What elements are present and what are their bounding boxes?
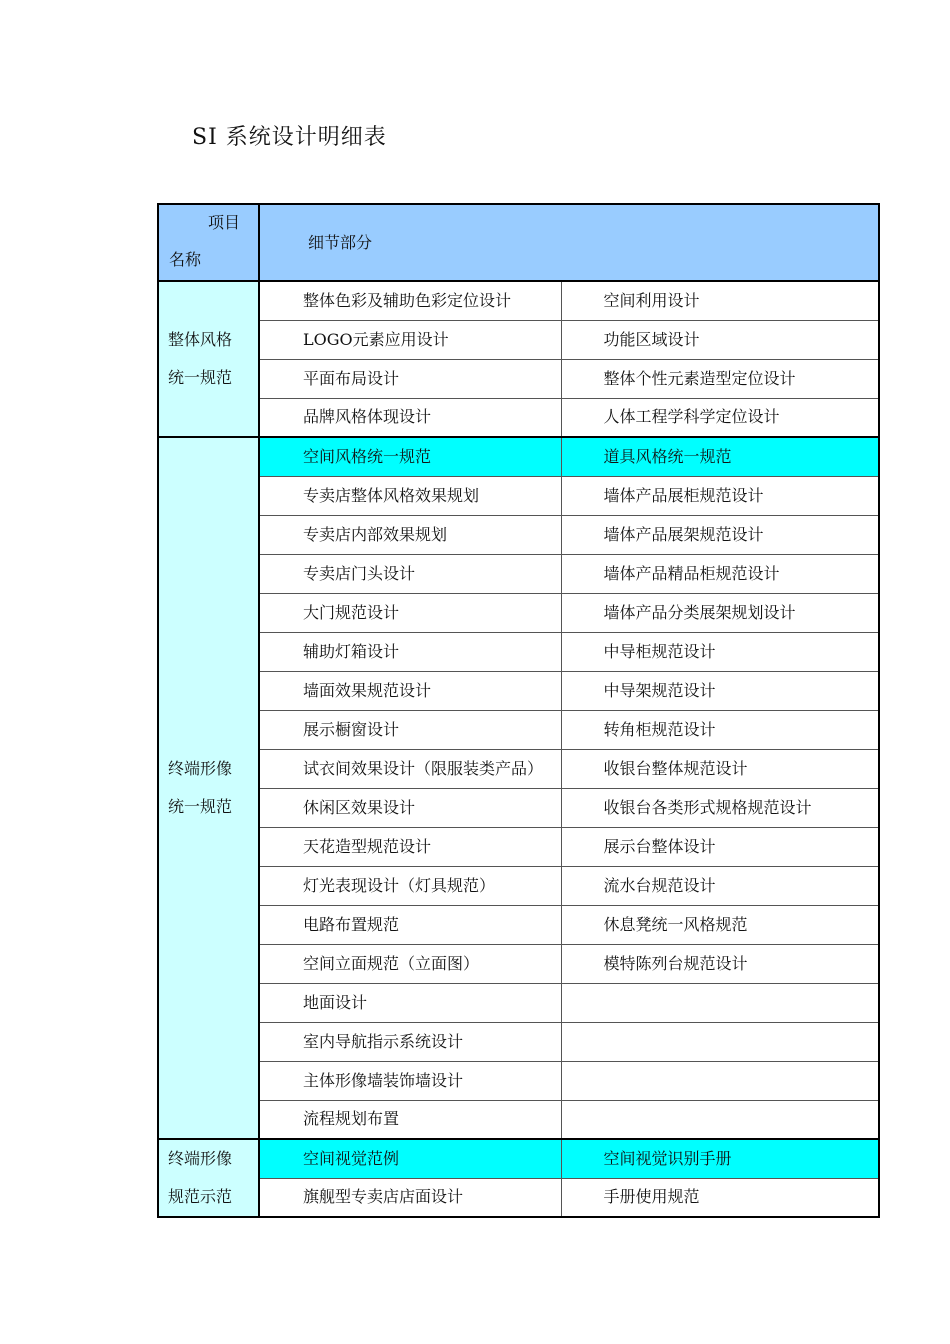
detail-item-right: 流水台规范设计 [561, 866, 879, 905]
table-row [158, 944, 879, 983]
category-label: 终端形像 [168, 1149, 233, 1168]
table-row [158, 359, 879, 398]
detail-item-right: 中导架规范设计 [561, 671, 879, 710]
table-row [158, 593, 879, 632]
category-label: 统一规范 [168, 797, 233, 816]
detail-item-right: 收银台各类形式规格规范设计 [561, 788, 879, 827]
table-row [158, 1022, 879, 1061]
category-label: 整体风格 [168, 330, 233, 349]
detail-item-right [561, 1100, 879, 1139]
detail-item-right [561, 1022, 879, 1061]
category-cell [158, 437, 259, 1139]
detail-item-right: 墙体产品分类展架规划设计 [561, 593, 879, 632]
detail-item-left: 主体形像墙装饰墙设计 [259, 1061, 561, 1100]
detail-item-left: 地面设计 [259, 983, 561, 1022]
detail-item-left: 墙面效果规范设计 [259, 671, 561, 710]
header-category-line1: 项目 [208, 213, 241, 232]
detail-item-right: 功能区域设计 [561, 320, 879, 359]
detail-item-left: 灯光表现设计（灯具规范） [259, 866, 561, 905]
table-row [158, 710, 879, 749]
detail-item-left: 专卖店门头设计 [259, 554, 561, 593]
detail-item-left: 品牌风格体现设计 [259, 398, 561, 437]
category-cell [158, 281, 259, 437]
detail-item-left: 空间视觉范例 [259, 1139, 561, 1178]
detail-item-left: 平面布局设计 [259, 359, 561, 398]
detail-item-right [561, 1061, 879, 1100]
document-title: SI 系统设计明细表 [192, 125, 387, 150]
category-label: 规范示范 [168, 1187, 233, 1206]
si-design-detail-table [157, 203, 880, 1218]
detail-item-right: 转角柜规范设计 [561, 710, 879, 749]
detail-item-left: 试衣间效果设计（限服装类产品） [259, 749, 561, 788]
detail-item-right: 墙体产品精品柜规范设计 [561, 554, 879, 593]
detail-item-right: 休息凳统一风格规范 [561, 905, 879, 944]
detail-item-right: 墙体产品展架规范设计 [561, 515, 879, 554]
table-row [158, 437, 879, 476]
detail-item-right: 道具风格统一规范 [561, 437, 879, 476]
table-row [158, 749, 879, 788]
detail-item-right: 整体个性元素造型定位设计 [561, 359, 879, 398]
table-row [158, 983, 879, 1022]
table-body [158, 204, 879, 1217]
detail-item-left: 专卖店整体风格效果规划 [259, 476, 561, 515]
header-category-line2: 名称 [169, 250, 202, 269]
table-row [158, 476, 879, 515]
detail-item-left: 室内导航指示系统设计 [259, 1022, 561, 1061]
detail-item-left: 流程规划布置 [259, 1100, 561, 1139]
detail-item-right: 空间视觉识别手册 [561, 1139, 879, 1178]
table-row [158, 1061, 879, 1100]
table-row [158, 632, 879, 671]
detail-item-right: 墙体产品展柜规范设计 [561, 476, 879, 515]
detail-item-left: 休闲区效果设计 [259, 788, 561, 827]
detail-item-left: 辅助灯箱设计 [259, 632, 561, 671]
table-row [158, 1139, 879, 1178]
detail-item-left: 大门规范设计 [259, 593, 561, 632]
detail-item-left: 空间风格统一规范 [259, 437, 561, 476]
detail-item-left: 天花造型规范设计 [259, 827, 561, 866]
detail-item-right: 模特陈列台规范设计 [561, 944, 879, 983]
category-label: 终端形像 [168, 759, 233, 778]
table-row [158, 281, 879, 320]
table-row [158, 1100, 879, 1139]
detail-item-left: LOGO元素应用设计 [259, 320, 561, 359]
detail-item-right: 收银台整体规范设计 [561, 749, 879, 788]
table-row [158, 1178, 879, 1217]
detail-item-right: 空间利用设计 [561, 281, 879, 320]
category-cell [158, 1139, 259, 1217]
detail-item-right: 人体工程学科学定位设计 [561, 398, 879, 437]
table-header-row [158, 204, 879, 281]
table-row [158, 515, 879, 554]
header-category-cell [158, 204, 259, 281]
table-row [158, 398, 879, 437]
table-row [158, 320, 879, 359]
table-row [158, 866, 879, 905]
detail-item-left: 专卖店内部效果规划 [259, 515, 561, 554]
detail-item-left: 展示橱窗设计 [259, 710, 561, 749]
detail-item-right: 中导柜规范设计 [561, 632, 879, 671]
table-row [158, 827, 879, 866]
detail-item-left: 电路布置规范 [259, 905, 561, 944]
table-row [158, 554, 879, 593]
detail-item-left: 整体色彩及辅助色彩定位设计 [259, 281, 561, 320]
table-row [158, 671, 879, 710]
detail-item-left: 旗舰型专卖店店面设计 [259, 1178, 561, 1217]
table-row [158, 788, 879, 827]
detail-item-right [561, 983, 879, 1022]
detail-item-right: 展示台整体设计 [561, 827, 879, 866]
table-row [158, 905, 879, 944]
detail-item-left: 空间立面规范（立面图） [259, 944, 561, 983]
category-label: 统一规范 [168, 368, 233, 387]
header-detail-cell: 细节部分 [259, 204, 879, 281]
detail-item-right: 手册使用规范 [561, 1178, 879, 1217]
